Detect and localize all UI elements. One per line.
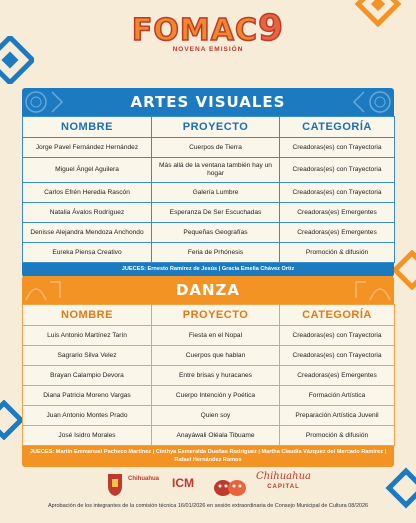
- judges-names: Ernesto Ramírez de Jesús | Gracia Emelia Chávez Ortiz: [147, 266, 295, 272]
- cell-project: Cuerpos que hablan: [152, 346, 280, 366]
- chihuahua-gov-logo: [128, 476, 159, 504]
- cell-category: Formación Artística: [280, 386, 395, 406]
- cell-category: Creadoras(es) Emergentes: [280, 223, 395, 243]
- cell-category: Creadoras(es) con Trayectoria: [280, 326, 395, 346]
- table-row: [23, 183, 395, 203]
- cell-category: Promoción & difusión: [280, 426, 395, 446]
- cell-name: Miguel Ángel Aguilera: [23, 158, 152, 183]
- cell-name: José Isidro Morales: [23, 426, 152, 446]
- cell-category: Creadoras(es) con Trayectoria: [280, 138, 395, 158]
- column-header-project: PROYECTO: [152, 305, 280, 326]
- cell-name: Jorge Pavel Fernández Hernández: [23, 138, 152, 158]
- cell-name: Natalia Ávalos Rodríguez: [23, 203, 152, 223]
- results-table: [22, 116, 395, 263]
- cell-name: Luis Antonio Martínez Tarín: [23, 326, 152, 346]
- cell-name: Sagrario Silva Velez: [23, 346, 152, 366]
- chihuahua-gov-text: Chihuahua: [128, 476, 159, 482]
- cell-name: Eureka Piensa Creativo: [23, 243, 152, 263]
- judges-bar: [22, 263, 394, 277]
- cell-project: Cuerpos de Tierra: [152, 138, 280, 158]
- section-banner: [22, 276, 394, 304]
- sponsor-logos: [0, 470, 416, 498]
- fomac-logo: [131, 8, 285, 49]
- chihuahua-capital-logo: [256, 472, 311, 500]
- table-row: [23, 366, 395, 386]
- section-title: DANZA: [175, 281, 241, 299]
- banner-pattern-left: [22, 276, 82, 304]
- column-header-name: NOMBRE: [23, 305, 152, 326]
- cell-project: Entre brisas y huracanes: [152, 366, 280, 386]
- results-table: [22, 304, 395, 446]
- cell-project: Esperanza De Ser Escuchadas: [152, 203, 280, 223]
- cell-project: Galería Lumbre: [152, 183, 280, 203]
- column-header-project: PROYECTO: [152, 117, 280, 138]
- cell-project: Feria de Prhónesis: [152, 243, 280, 263]
- column-header-category: CATEGORÍA: [280, 305, 395, 326]
- cell-project: Pequeñas Geografías: [152, 223, 280, 243]
- cell-project: Más allá de la ventana también hay un hogar: [152, 158, 280, 183]
- banner-pattern-right: [334, 88, 394, 116]
- table-row: [23, 386, 395, 406]
- judges-label: JUECES:: [121, 266, 146, 272]
- judges-label: JUECES:: [29, 449, 55, 455]
- section-danza: [22, 276, 394, 467]
- cell-category: Creadoras(es) con Trayectoria: [280, 158, 395, 183]
- decor-left-bottom: [0, 400, 24, 440]
- approval-note: Aprobación de los integrantes de la comisión técnica 16/01/2026 en sesión extraordinaria de Consejo Municipal de Cultura 08/2026: [47, 503, 369, 509]
- table-row: [23, 243, 395, 263]
- table-header-row: [23, 305, 395, 326]
- table-header-row: [23, 117, 395, 138]
- cell-name: Denisse Alejandra Mendoza Anchondo: [23, 223, 152, 243]
- cell-category: Creadoras(es) Emergentes: [280, 203, 395, 223]
- header: [0, 8, 416, 53]
- table-row: [23, 223, 395, 243]
- banner-pattern-right: [334, 276, 394, 304]
- table-row: [23, 326, 395, 346]
- cell-name: Diana Patricia Moreno Vargas: [23, 386, 152, 406]
- decor-right-mid: [392, 250, 416, 290]
- shield-logo: [106, 470, 124, 498]
- cell-project: Cuerpo Intención y Poética: [152, 386, 280, 406]
- column-header-category: CATEGORÍA: [280, 117, 395, 138]
- cell-category: Creadoras(es) Emergentes: [280, 366, 395, 386]
- masks-logo: [212, 474, 248, 502]
- table-row: [23, 346, 395, 366]
- table-row: [23, 426, 395, 446]
- section-title: ARTES VISUALES: [130, 93, 286, 111]
- cell-category: Creadoras(es) con Trayectoria: [280, 183, 395, 203]
- chihuahua-script: Chihuahua: [256, 471, 311, 482]
- cell-name: Juan Antonio Montes Prado: [23, 406, 152, 426]
- capital-text: CAPITAL: [267, 484, 300, 490]
- table-row: [23, 138, 395, 158]
- cell-category: Creadoras(es) con Trayectoria: [280, 346, 395, 366]
- cell-category: Promoción & difusión: [280, 243, 395, 263]
- cell-project: Fiesta en el Nopal: [152, 326, 280, 346]
- cell-name: Brayan Calampio Devora: [23, 366, 152, 386]
- cell-category: Preparación Artística Juvenil: [280, 406, 395, 426]
- edition-subtitle: NOVENA EMISIÓN: [172, 46, 244, 53]
- section-banner: [22, 88, 394, 116]
- icm-text: ICM: [172, 476, 194, 490]
- logo-number: 9: [258, 8, 285, 49]
- table-row: [23, 158, 395, 183]
- logo-text: FOMAC: [131, 13, 259, 48]
- banner-pattern-left: [22, 88, 82, 116]
- section-artes-visuales: [22, 88, 394, 277]
- icm-logo: [172, 476, 194, 504]
- cell-project: Quien soy: [152, 406, 280, 426]
- table-row: [23, 203, 395, 223]
- column-header-name: NOMBRE: [23, 117, 152, 138]
- table-row: [23, 406, 395, 426]
- judges-bar: [22, 446, 394, 467]
- cell-project: Anayáwali Oléala Tibuame: [152, 426, 280, 446]
- cell-name: Carlos Efrén Heredia Rascón: [23, 183, 152, 203]
- judges-names: Martín Emmanuel Pacheco Martínez | Cinthya Esmeralda Dueñas Rodríguez | Martha Claudia Vázquez del Mercado Ramírez | Rafael Hernández Ramos: [55, 449, 387, 463]
